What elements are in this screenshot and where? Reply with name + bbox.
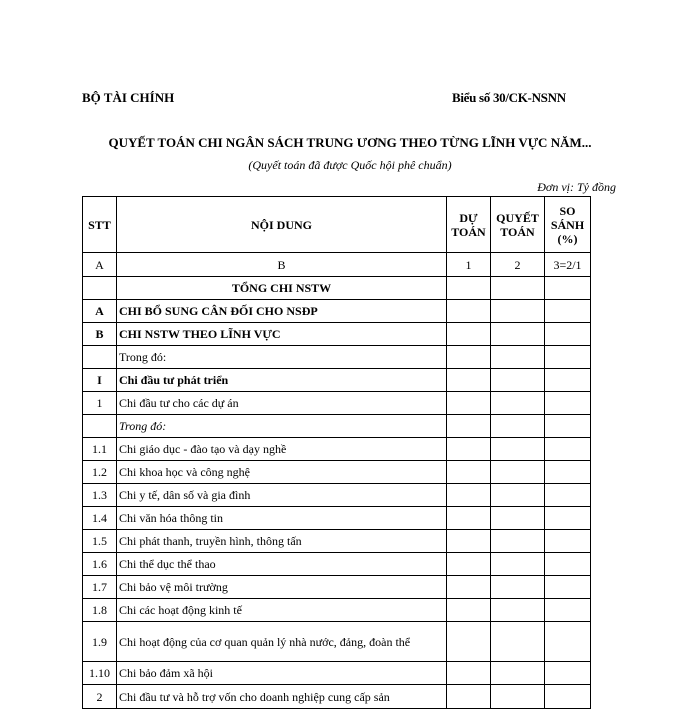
table-row — [83, 369, 591, 392]
row-so-sanh — [545, 553, 591, 576]
table-row — [83, 438, 591, 461]
row-so-sanh — [545, 392, 591, 415]
row-so-sanh — [545, 415, 591, 438]
row-du-toan — [447, 438, 491, 461]
row-so-sanh — [545, 369, 591, 392]
document-subtitle: (Quyết toán đã được Quốc hội phê chuẩn) — [248, 158, 452, 172]
table-row — [83, 553, 591, 576]
row-so-sanh — [545, 530, 591, 553]
header-so-sanh-line3: (%) — [557, 231, 578, 246]
row-du-toan — [447, 662, 491, 685]
row-quyet-toan — [491, 392, 545, 415]
row-content: Chi giáo dục - đào tạo và dạy nghề — [117, 438, 447, 461]
table-row — [83, 685, 591, 709]
row-so-sanh — [545, 484, 591, 507]
table-row — [83, 484, 591, 507]
row-quyet-toan — [491, 323, 545, 346]
table-row — [83, 392, 591, 415]
row-quyet-toan — [491, 507, 545, 530]
report-table — [82, 196, 591, 709]
row-du-toan — [447, 300, 491, 323]
row-stt: 1.10 — [83, 662, 117, 685]
row-quyet-toan — [491, 685, 545, 709]
table-row — [83, 622, 591, 662]
row-content: Chi đầu tư phát triển — [117, 369, 447, 392]
row-stt — [83, 415, 117, 438]
row-content: Chi khoa học và công nghệ — [117, 461, 447, 484]
form-code: Biểu số 30/CK-NSNN — [452, 90, 566, 105]
table-row — [83, 507, 591, 530]
table-row — [83, 530, 591, 553]
row-stt: 1.5 — [83, 530, 117, 553]
ministry-name: BỘ TÀI CHÍNH — [82, 90, 175, 105]
row-content: Chi đầu tư cho các dự án — [117, 392, 447, 415]
row-content: CHI NSTW THEO LĨNH VỰC — [117, 323, 447, 346]
header-quyet-toan-line1: QUYẾT — [496, 210, 539, 225]
row-content: Chi văn hóa thông tin — [117, 507, 447, 530]
unit-label: Đơn vị: Tỷ đồng — [537, 180, 616, 194]
row-quyet-toan — [491, 622, 545, 662]
row-so-sanh — [545, 277, 591, 300]
row-du-toan — [447, 461, 491, 484]
row-du-toan — [447, 685, 491, 709]
row-content: Chi y tế, dân số và gia đình — [117, 484, 447, 507]
row-stt: 1.3 — [83, 484, 117, 507]
row-du-toan — [447, 392, 491, 415]
header-du-toan — [447, 197, 491, 253]
row-stt: 1.4 — [83, 507, 117, 530]
row-du-toan — [447, 415, 491, 438]
table-row — [83, 277, 591, 300]
col-label-content: B — [117, 253, 447, 277]
table-row — [83, 300, 591, 323]
row-du-toan — [447, 553, 491, 576]
row-quyet-toan — [491, 346, 545, 369]
table-row — [83, 415, 591, 438]
row-stt — [83, 277, 117, 300]
row-quyet-toan — [491, 530, 545, 553]
header-so-sanh — [545, 197, 591, 253]
col-label-stt: A — [83, 253, 117, 277]
row-quyet-toan — [491, 553, 545, 576]
row-so-sanh — [545, 576, 591, 599]
row-content: Chi bảo vệ môi trường — [117, 576, 447, 599]
row-so-sanh — [545, 599, 591, 622]
row-content: CHI BỔ SUNG CÂN ĐỐI CHO NSĐP — [117, 300, 447, 323]
row-quyet-toan — [491, 300, 545, 323]
row-du-toan — [447, 277, 491, 300]
row-content: Chi đầu tư và hỗ trợ vốn cho doanh nghiệp cung cấp sản — [117, 685, 447, 709]
row-quyet-toan — [491, 484, 545, 507]
row-du-toan — [447, 484, 491, 507]
row-quyet-toan — [491, 461, 545, 484]
row-du-toan — [447, 323, 491, 346]
row-so-sanh — [545, 300, 591, 323]
row-so-sanh — [545, 685, 591, 709]
row-so-sanh — [545, 438, 591, 461]
row-quyet-toan — [491, 369, 545, 392]
row-du-toan — [447, 346, 491, 369]
row-stt: 1.9 — [83, 622, 117, 662]
row-quyet-toan — [491, 662, 545, 685]
row-so-sanh — [545, 622, 591, 662]
row-stt: A — [83, 300, 117, 323]
row-du-toan — [447, 576, 491, 599]
header-so-sanh-line2: SÁNH — [550, 217, 585, 232]
row-du-toan — [447, 369, 491, 392]
table-row — [83, 576, 591, 599]
row-stt: 1.2 — [83, 461, 117, 484]
row-stt: 1 — [83, 392, 117, 415]
row-content: Chi phát thanh, truyền hình, thông tấn — [117, 530, 447, 553]
table-row — [83, 346, 591, 369]
header-quyet-toan-line2: TOÁN — [500, 224, 535, 239]
row-content: Chi thể dục thể thao — [117, 553, 447, 576]
row-content: Chi hoạt động của cơ quan quản lý nhà nước, đảng, đoàn thể — [117, 622, 447, 662]
table-row — [83, 323, 591, 346]
col-label-3: 3=2/1 — [545, 253, 591, 277]
row-stt: I — [83, 369, 117, 392]
col-label-2: 2 — [491, 253, 545, 277]
row-content: Chi các hoạt động kinh tế — [117, 599, 447, 622]
row-stt: 1.1 — [83, 438, 117, 461]
column-label-row — [83, 253, 591, 277]
row-stt: 2 — [83, 685, 117, 709]
table-header-row — [83, 197, 591, 253]
row-du-toan — [447, 507, 491, 530]
row-quyet-toan — [491, 599, 545, 622]
col-label-1: 1 — [447, 253, 491, 277]
row-du-toan — [447, 622, 491, 662]
row-stt: 1.7 — [83, 576, 117, 599]
header-du-toan-line2: TOÁN — [451, 224, 486, 239]
document-title: QUYẾT TOÁN CHI NGÂN SÁCH TRUNG ƯƠNG THEO TỪNG LĨNH VỰC NĂM... — [108, 135, 592, 150]
table-row — [83, 599, 591, 622]
row-quyet-toan — [491, 277, 545, 300]
row-quyet-toan — [491, 415, 545, 438]
row-so-sanh — [545, 323, 591, 346]
row-stt — [83, 346, 117, 369]
header-content: NỘI DUNG — [117, 197, 447, 253]
row-content: TỔNG CHI NSTW — [117, 277, 447, 300]
row-so-sanh — [545, 662, 591, 685]
table-row — [83, 662, 591, 685]
header-du-toan-line1: DỰ — [459, 210, 478, 225]
row-stt: B — [83, 323, 117, 346]
header-so-sanh-line1: SO — [559, 203, 576, 218]
row-quyet-toan — [491, 576, 545, 599]
row-du-toan — [447, 530, 491, 553]
row-content: Chi bảo đảm xã hội — [117, 662, 447, 685]
header-stt: STT — [83, 197, 117, 253]
row-so-sanh — [545, 346, 591, 369]
row-quyet-toan — [491, 438, 545, 461]
row-content: Trong đó: — [117, 346, 447, 369]
row-content: Trong đó: — [117, 415, 447, 438]
row-stt: 1.8 — [83, 599, 117, 622]
row-so-sanh — [545, 461, 591, 484]
row-so-sanh — [545, 507, 591, 530]
row-du-toan — [447, 599, 491, 622]
row-stt: 1.6 — [83, 553, 117, 576]
header-quyet-toan — [491, 197, 545, 253]
table-row — [83, 461, 591, 484]
